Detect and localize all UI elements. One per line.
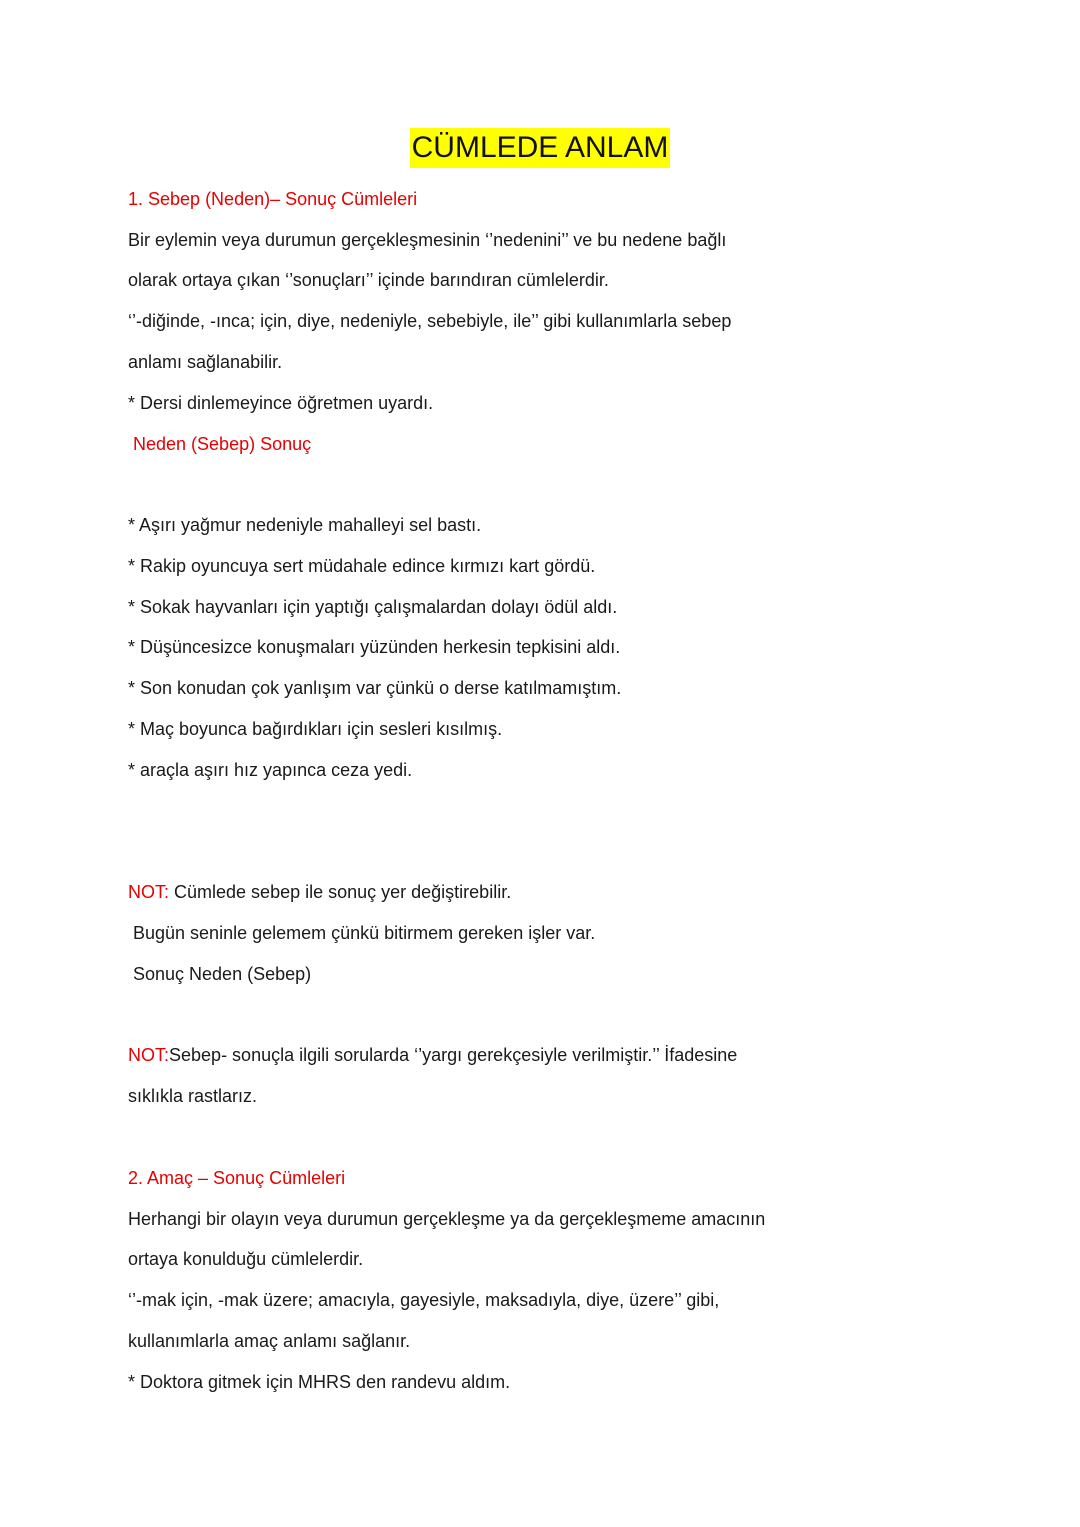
page-title: CÜMLEDE ANLAM xyxy=(410,128,671,168)
section1-example-label: Neden (Sebep) Sonuç xyxy=(133,434,312,454)
list-item: * Rakip oyuncuya sert müdahale edince kırmızı kart gördü. xyxy=(128,556,596,576)
note1-text: Cümlede sebep ile sonuç yer değiştirebilir. xyxy=(169,882,512,902)
list-item: * Son konudan çok yanlışım var çünkü o derse katılmamıştım. xyxy=(128,678,622,698)
note2-text: Sebep- sonuçla ilgili sorularda ‘’yargı gerekçesiyle verilmiştir.’’ İfadesine xyxy=(169,1045,738,1065)
note1-example-label: Sonuç Neden (Sebep) xyxy=(133,964,312,984)
section1-usage-line2: anlamı sağlanabilir. xyxy=(128,352,283,372)
list-item: * Sokak hayvanları için yaptığı çalışmalardan dolayı ödül aldı. xyxy=(128,597,618,617)
section2-definition-line2: ortaya konulduğu cümlelerdir. xyxy=(128,1249,364,1269)
note1 xyxy=(128,880,511,904)
section2-usage-line2: kullanımlarla amaç anlamı sağlanır. xyxy=(128,1331,411,1351)
list-item: * Aşırı yağmur nedeniyle mahalleyi sel bastı. xyxy=(128,515,482,535)
section1-heading: 1. Sebep (Neden)– Sonuç Cümleleri xyxy=(128,189,418,209)
section2-usage-line1: ‘’-mak için, -mak üzere; amacıyla, gayesiyle, maksadıyla, diye, üzere’’ gibi, xyxy=(128,1290,720,1310)
section2-definition-line1: Herhangi bir olayın veya durumun gerçekleşme ya da gerçekleşmeme amacının xyxy=(128,1209,766,1229)
section2-heading: 2. Amaç – Sonuç Cümleleri xyxy=(128,1168,346,1188)
title-wrap xyxy=(0,128,1080,168)
section1-definition-line2: olarak ortaya çıkan ‘’sonuçları’’ içinde barındıran cümlelerdir. xyxy=(128,270,609,290)
list-item: * Maç boyunca bağırdıkları için sesleri kısılmış. xyxy=(128,719,503,739)
section1-definition-line1: Bir eylemin veya durumun gerçekleşmesinin ‘’nedenini’’ ve bu nedene bağlı xyxy=(128,230,727,250)
section2-main-example: * Doktora gitmek için MHRS den randevu aldım. xyxy=(128,1372,511,1392)
note2-label: NOT: xyxy=(128,1045,170,1065)
section1-usage-line1: ‘’-diğinde, -ınca; için, diye, nedeniyle, sebebiyle, ile’’ gibi kullanımlarla sebep xyxy=(128,311,732,331)
note1-example: Bugün seninle gelemem çünkü bitirmem gereken işler var. xyxy=(133,923,596,943)
list-item: * araçla aşırı hız yapınca ceza yedi. xyxy=(128,760,413,780)
note2 xyxy=(128,1043,737,1067)
section1-main-example: * Dersi dinlemeyince öğretmen uyardı. xyxy=(128,393,434,413)
list-item: * Düşüncesizce konuşmaları yüzünden herkesin tepkisini aldı. xyxy=(128,637,621,657)
note1-label: NOT: xyxy=(128,882,170,902)
note2-text-line2: sıklıkla rastlarız. xyxy=(128,1086,258,1106)
